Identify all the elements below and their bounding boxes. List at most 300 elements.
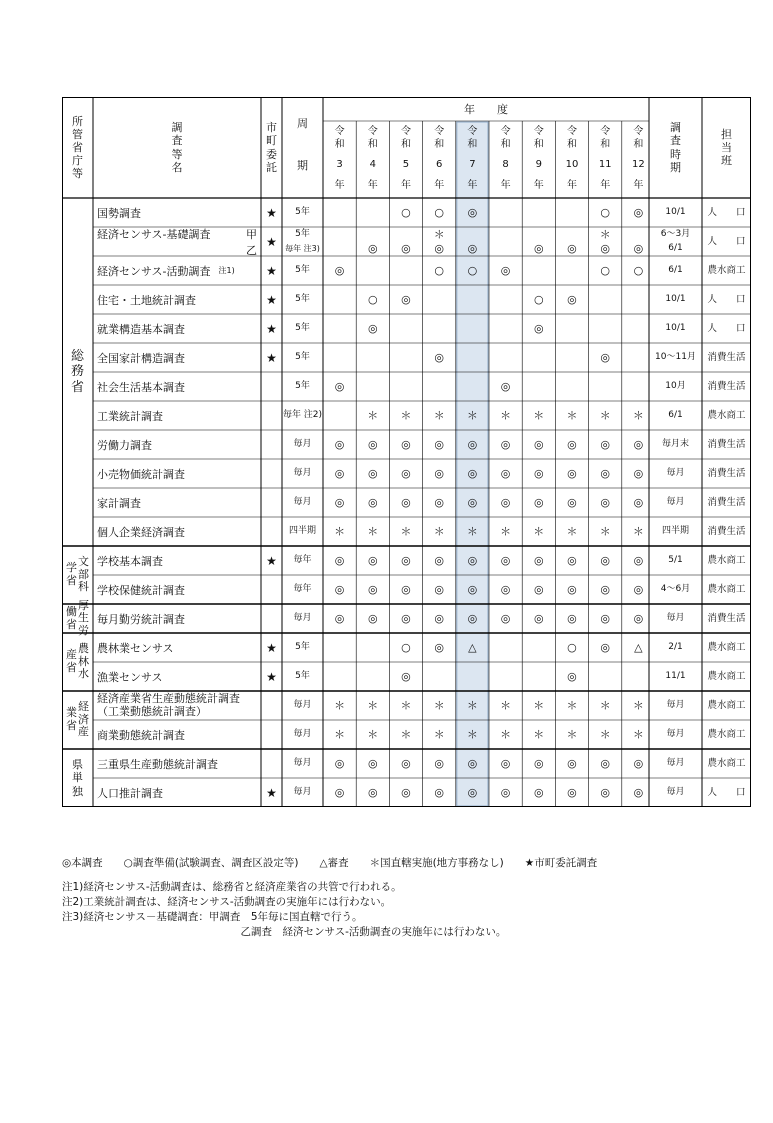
survey-name: 商業動態統計調査 <box>97 728 185 742</box>
year-mark: ＊ <box>632 409 644 422</box>
ministry-label: 厚 生 労 働 省 <box>66 598 89 637</box>
team: 農水商工 <box>707 641 746 653</box>
year-mark: ◎ <box>334 757 345 770</box>
header-survey-name: 調 査 等 名 <box>171 121 183 174</box>
cycle: 毎年 注2) <box>282 410 323 420</box>
header-year: 11 <box>598 159 612 170</box>
team: 消費生活 <box>707 467 746 479</box>
year-mark: ◎ <box>434 496 444 509</box>
header-era: 和 <box>633 139 644 150</box>
header-era: 令 <box>600 126 611 137</box>
year-mark: ＊ <box>367 525 379 538</box>
header-year: 6 <box>436 159 443 170</box>
year-mark: ＊ <box>400 699 412 712</box>
year-mark: △ <box>634 641 643 654</box>
timing: 毎月 <box>666 468 685 478</box>
year-mark: ◎ <box>600 496 610 509</box>
year-mark: ◎ <box>401 583 411 596</box>
year-mark: ＊ <box>632 699 644 712</box>
timing: 10/1 <box>665 294 686 304</box>
survey-name: 学校基本調査 <box>97 554 163 568</box>
year-mark: ＊ <box>599 228 611 241</box>
header-municipal: 市 町 委 託 <box>266 121 277 174</box>
ministry-label: 県 単 独 <box>72 758 83 798</box>
year-mark: ◎ <box>434 242 444 255</box>
year-mark: ＊ <box>367 409 379 422</box>
year-mark: ◎ <box>567 438 577 451</box>
year-mark: ◎ <box>401 293 411 306</box>
header-era: 令 <box>400 126 411 137</box>
timing: 6～3月 <box>660 229 691 239</box>
survey-name: 毎月勤労統計調査 <box>97 612 185 626</box>
team: 農水商工 <box>707 554 746 566</box>
survey-name: 三重県生産動態統計調査 <box>97 757 218 771</box>
municipal-star: ★ <box>266 640 277 655</box>
survey-name: 農林業センサス <box>97 641 174 655</box>
cycle: 毎月 <box>293 787 312 797</box>
header-year-suffix: 年 <box>600 180 611 191</box>
survey-name: 小売物価統計調査 <box>97 467 185 481</box>
year-mark: ◎ <box>401 554 411 567</box>
ministry-label: 経 済 産 業 省 <box>66 700 89 739</box>
team: 農水商工 <box>707 583 746 595</box>
year-mark: ◎ <box>334 438 345 451</box>
year-mark: ◎ <box>467 496 478 509</box>
year-mark: ◎ <box>367 242 378 255</box>
year-mark: ◎ <box>434 438 444 451</box>
year-mark: ◎ <box>533 554 544 567</box>
year-mark: ◎ <box>533 612 544 625</box>
header-year-suffix: 年 <box>434 180 445 191</box>
year-mark: ◎ <box>633 206 644 219</box>
municipal-star: ★ <box>266 234 277 249</box>
header-year-suffix: 年 <box>400 180 411 191</box>
year-mark: ◎ <box>633 786 644 799</box>
year-mark: ＊ <box>566 728 578 741</box>
year-mark: ◎ <box>633 583 644 596</box>
municipal-star: ★ <box>266 553 277 568</box>
survey-name: 社会生活基本調査 <box>97 380 185 394</box>
survey-name: 国勢調査 <box>97 206 141 220</box>
year-mark: ＊ <box>599 409 611 422</box>
year-mark: ＊ <box>334 525 346 538</box>
year-mark: ＊ <box>533 699 545 712</box>
team: 消費生活 <box>707 438 746 450</box>
cycle: 5年 <box>295 265 310 275</box>
cycle: 毎月 <box>293 439 312 449</box>
year-mark: ＊ <box>334 699 346 712</box>
header-era: 和 <box>334 139 345 150</box>
year-mark: ＊ <box>466 699 478 712</box>
cycle: 毎月 <box>293 497 312 507</box>
team: 消費生活 <box>707 612 746 624</box>
year-mark: ◎ <box>500 496 511 509</box>
year-mark: ◎ <box>500 757 511 770</box>
year-mark: ◎ <box>334 496 345 509</box>
header-era: 和 <box>434 139 445 150</box>
header-era: 和 <box>566 139 577 150</box>
year-mark: ◎ <box>367 322 378 335</box>
header-year: 12 <box>632 159 645 170</box>
header-era: 令 <box>633 126 644 137</box>
year-mark: ◎ <box>367 757 378 770</box>
header-year: 7 <box>469 159 476 170</box>
header-timing: 調 査 時 期 <box>670 121 681 174</box>
year-mark: ○ <box>401 641 411 654</box>
municipal-star: ★ <box>266 205 277 220</box>
header-era: 和 <box>400 139 411 150</box>
header-year-suffix: 年 <box>467 180 478 191</box>
legend: ◎本調査 ○調査準備(試験調査、調査区設定等) △審査 ＊国直轄実施(地方事務なし) ★市町委託調査 <box>62 857 598 869</box>
year-mark: ◎ <box>467 438 478 451</box>
team: 消費生活 <box>707 380 746 392</box>
year-mark: ＊ <box>533 728 545 741</box>
year-mark: ◎ <box>567 467 577 480</box>
team: 消費生活 <box>707 496 746 508</box>
year-mark: ＊ <box>500 409 512 422</box>
year-mark: ◎ <box>467 583 478 596</box>
year-mark: ◎ <box>401 496 411 509</box>
municipal-star: ★ <box>266 785 277 800</box>
year-mark: ◎ <box>567 670 577 683</box>
year-mark: ◎ <box>600 467 610 480</box>
year-mark: ◎ <box>401 670 411 683</box>
year-mark: ＊ <box>599 699 611 712</box>
year-mark: ＊ <box>599 525 611 538</box>
team: 農水商工 <box>707 264 746 276</box>
header-era: 令 <box>334 126 345 137</box>
year-mark: ◎ <box>434 583 444 596</box>
year-mark: ◎ <box>533 757 544 770</box>
header-year: 8 <box>502 159 509 170</box>
year-mark: ◎ <box>334 467 345 480</box>
year-mark: ◎ <box>567 293 577 306</box>
survey-schedule-table <box>62 97 751 841</box>
cycle: 5年 <box>295 381 310 391</box>
team: 農水商工 <box>707 699 746 711</box>
cycle: 毎月 <box>293 613 312 623</box>
footnote: 注3)経済センサス－基礎調査：甲調査 5年毎に国直轄で行う。 <box>62 911 363 923</box>
municipal-star: ★ <box>266 321 277 336</box>
timing: 毎月 <box>666 758 685 768</box>
municipal-star: ★ <box>266 263 277 278</box>
year-mark: ◎ <box>467 467 478 480</box>
year-mark: ◎ <box>567 242 577 255</box>
year-mark: ＊ <box>466 409 478 422</box>
timing: 4～6月 <box>660 584 691 594</box>
year-mark: ◎ <box>434 467 444 480</box>
year-mark: ◎ <box>467 757 478 770</box>
year-mark: ◎ <box>334 612 345 625</box>
year-mark: ◎ <box>467 242 478 255</box>
year-mark: ○ <box>434 206 444 219</box>
year-mark: ◎ <box>567 583 577 596</box>
team: 人 口 <box>707 206 746 218</box>
survey-name: 漁業センサス <box>97 670 163 684</box>
year-mark: ◎ <box>401 757 411 770</box>
year-mark: ◎ <box>434 641 444 654</box>
cycle: 四半期 <box>288 526 316 536</box>
year-mark: ○ <box>533 293 544 306</box>
timing: 11/1 <box>665 671 686 681</box>
year-mark: ◎ <box>434 554 444 567</box>
team: 消費生活 <box>707 351 746 363</box>
municipal-star: ★ <box>266 669 277 684</box>
year-mark: ＊ <box>466 525 478 538</box>
header-era: 和 <box>500 139 511 150</box>
team: 農水商工 <box>707 670 746 682</box>
header-ministry: 所 管 省 庁 等 <box>72 114 83 181</box>
header-year-suffix: 年 <box>367 180 378 191</box>
year-mark: ◎ <box>533 242 544 255</box>
year-mark: ◎ <box>367 612 378 625</box>
team: 農水商工 <box>707 409 746 421</box>
footnote: 乙調査 経済センサス-活動調査の実施年には行わない。 <box>62 926 507 938</box>
year-mark: ○ <box>434 264 444 277</box>
header-year-suffix: 年 <box>500 180 511 191</box>
header-cycle-bottom: 期 <box>297 158 308 172</box>
year-mark: ○ <box>600 206 610 219</box>
cycle: 毎年 注3) <box>285 243 320 253</box>
header-year: 5 <box>402 159 410 170</box>
ministry-label: 文 部 科 学 省 <box>66 555 89 594</box>
year-mark: ◎ <box>533 438 544 451</box>
year-mark: ◎ <box>633 554 644 567</box>
survey-name: 経済センサス-基礎調査 甲 乙 <box>97 227 257 257</box>
cycle: 5年 <box>295 207 310 217</box>
year-mark: ＊ <box>466 728 478 741</box>
survey-name: 住宅・土地統計調査 <box>97 293 196 307</box>
timing: 毎月 <box>666 787 685 797</box>
year-mark: ◎ <box>334 583 345 596</box>
year-mark: ＊ <box>632 728 644 741</box>
cycle: 毎年 <box>293 584 312 594</box>
cycle: 5年 <box>295 323 310 333</box>
header-year: 3 <box>336 159 343 170</box>
year-mark: ◎ <box>600 351 610 364</box>
year-mark: ＊ <box>433 409 445 422</box>
survey-name: 学校保健統計調査 <box>97 583 185 597</box>
year-mark: ◎ <box>334 380 345 393</box>
year-mark: ◎ <box>600 786 610 799</box>
timing: 2/1 <box>668 642 683 652</box>
year-mark: △ <box>468 641 477 654</box>
cycle: 毎月 <box>293 729 312 739</box>
timing: 6/1 <box>668 265 683 275</box>
year-mark: ◎ <box>600 641 610 654</box>
header-year-suffix: 年 <box>334 180 345 191</box>
year-mark: ＊ <box>566 409 578 422</box>
year-mark: ◎ <box>600 612 610 625</box>
timing: 6/1 <box>668 243 683 253</box>
footnotes <box>62 880 506 940</box>
timing: 10月 <box>665 381 686 391</box>
year-mark: ◎ <box>567 554 577 567</box>
year-mark: ◎ <box>533 786 544 799</box>
year-mark: ◎ <box>434 757 444 770</box>
year-mark: ◎ <box>633 612 644 625</box>
timing: 毎月末 <box>661 439 689 449</box>
year-mark: ◎ <box>500 380 511 393</box>
year-mark: ◎ <box>567 612 577 625</box>
year-mark: ◎ <box>500 554 511 567</box>
year-mark: ＊ <box>400 525 412 538</box>
year-mark: ＊ <box>367 728 379 741</box>
year-mark: ＊ <box>533 409 545 422</box>
timing: 毎月 <box>666 497 685 507</box>
year-mark: ◎ <box>367 554 378 567</box>
header-team: 担 当 班 <box>721 127 732 168</box>
header-cycle-top: 周 <box>297 116 308 130</box>
survey-name: 個人企業経済調査 <box>97 525 185 539</box>
year-mark: ＊ <box>433 699 445 712</box>
year-mark: ◎ <box>434 351 444 364</box>
timing: 5/1 <box>668 555 683 565</box>
header-era: 和 <box>367 139 378 150</box>
year-mark: ◎ <box>401 467 411 480</box>
ministry-label: 農 林 水 産 省 <box>66 642 89 681</box>
municipal-star: ★ <box>266 292 277 307</box>
year-mark: ◎ <box>600 583 610 596</box>
header-era: 和 <box>467 139 478 150</box>
year-mark: ◎ <box>633 496 644 509</box>
header-era: 令 <box>367 126 378 137</box>
year-mark: ＊ <box>433 728 445 741</box>
header-year-suffix: 年 <box>566 180 577 191</box>
timing: 6/1 <box>668 410 683 420</box>
timing: 10/1 <box>665 323 686 333</box>
cycle: 毎年 <box>293 555 312 565</box>
year-mark: ＊ <box>566 699 578 712</box>
year-mark: ◎ <box>567 786 577 799</box>
year-mark: ◎ <box>600 438 610 451</box>
year-mark: ◎ <box>567 757 577 770</box>
year-mark: ◎ <box>367 467 378 480</box>
year-mark: ＊ <box>599 728 611 741</box>
year-mark: ◎ <box>533 467 544 480</box>
team: 人 口 <box>707 235 746 247</box>
municipal-star: ★ <box>266 350 277 365</box>
team: 人 口 <box>707 322 746 334</box>
year-mark: ○ <box>367 293 378 306</box>
cycle: 5年 <box>295 352 310 362</box>
survey-name: 人口推計調査 <box>97 786 163 800</box>
year-mark: ◎ <box>533 496 544 509</box>
cycle: 5年 <box>295 671 310 681</box>
year-mark: ◎ <box>533 583 544 596</box>
header-fiscal-year: 年 度 <box>464 102 508 116</box>
year-mark: ○ <box>401 206 411 219</box>
survey-name: 経済センサス-活動調査 注1) <box>97 264 235 278</box>
year-mark: ◎ <box>401 612 411 625</box>
timing: 10/1 <box>665 207 686 217</box>
team: 農水商工 <box>707 728 746 740</box>
year-mark: ◎ <box>434 786 444 799</box>
year-mark: ◎ <box>500 612 511 625</box>
survey-name: 経済産業省生産動態統計調査 （工業動態統計調査） <box>97 692 240 718</box>
year-mark: ◎ <box>500 583 511 596</box>
year-mark: ＊ <box>500 699 512 712</box>
cycle: 毎月 <box>293 700 312 710</box>
cycle: 5年 <box>295 294 310 304</box>
year-mark: ◎ <box>334 786 345 799</box>
year-mark: ◎ <box>533 322 544 335</box>
year-mark: ◎ <box>401 786 411 799</box>
year-mark: ◎ <box>633 438 644 451</box>
timing: 毎月 <box>666 613 685 623</box>
year-mark: ◎ <box>500 467 511 480</box>
cycle: 毎月 <box>293 758 312 768</box>
year-mark: ○ <box>467 264 478 277</box>
timing: 10～11月 <box>655 352 696 362</box>
year-mark: ◎ <box>334 264 345 277</box>
year-mark: ◎ <box>500 786 511 799</box>
footnote: 注1)経済センサス-活動調査は、総務省と経済産業省の共管で行われる。 <box>62 881 402 893</box>
year-mark: ◎ <box>367 496 378 509</box>
year-mark: ◎ <box>467 554 478 567</box>
year-mark: ◎ <box>401 242 411 255</box>
header-era: 和 <box>600 139 611 150</box>
year-mark: ＊ <box>400 409 412 422</box>
header-year-suffix: 年 <box>533 180 544 191</box>
year-mark: ○ <box>633 264 644 277</box>
team: 農水商工 <box>707 757 746 769</box>
header-era: 令 <box>533 126 544 137</box>
year-mark: ＊ <box>334 728 346 741</box>
header-era: 和 <box>533 139 544 150</box>
team: 消費生活 <box>707 525 746 537</box>
year-mark: ◎ <box>600 242 610 255</box>
survey-name: 就業構造基本調査 <box>97 322 185 336</box>
year-mark: ◎ <box>401 438 411 451</box>
header-year: 4 <box>369 159 376 170</box>
footnote: 注2)工業統計調査は、経済センサス-活動調査の実施年には行わない。 <box>62 896 392 908</box>
cycle: 5年 <box>295 229 310 239</box>
cycle: 毎月 <box>293 468 312 478</box>
year-mark: ◎ <box>633 757 644 770</box>
timing: 毎月 <box>666 729 685 739</box>
survey-name: 家計調査 <box>97 496 141 510</box>
year-mark: ◎ <box>467 786 478 799</box>
year-mark: ○ <box>567 641 577 654</box>
year-mark: ＊ <box>533 525 545 538</box>
year-mark: ＊ <box>367 699 379 712</box>
year-mark: ◎ <box>600 554 610 567</box>
timing: 毎月 <box>666 700 685 710</box>
survey-name: 労働力調査 <box>97 438 152 452</box>
cycle: 5年 <box>295 642 310 652</box>
header-era: 令 <box>467 126 478 137</box>
header-era: 令 <box>434 126 445 137</box>
year-mark: ◎ <box>467 206 478 219</box>
team: 人 口 <box>707 786 746 798</box>
year-mark: ◎ <box>500 438 511 451</box>
survey-name: 全国家計構造調査 <box>97 351 185 365</box>
header-era: 令 <box>500 126 511 137</box>
timing: 四半期 <box>661 526 689 536</box>
year-mark: ◎ <box>600 757 610 770</box>
year-mark: ＊ <box>433 228 445 241</box>
year-mark: ◎ <box>467 612 478 625</box>
year-mark: ＊ <box>400 728 412 741</box>
year-mark: ◎ <box>567 496 577 509</box>
year-mark: ◎ <box>367 786 378 799</box>
year-mark: ◎ <box>633 467 644 480</box>
header-era: 令 <box>566 126 577 137</box>
team: 人 口 <box>707 293 746 305</box>
year-mark: ○ <box>600 264 610 277</box>
year-mark: ＊ <box>632 525 644 538</box>
